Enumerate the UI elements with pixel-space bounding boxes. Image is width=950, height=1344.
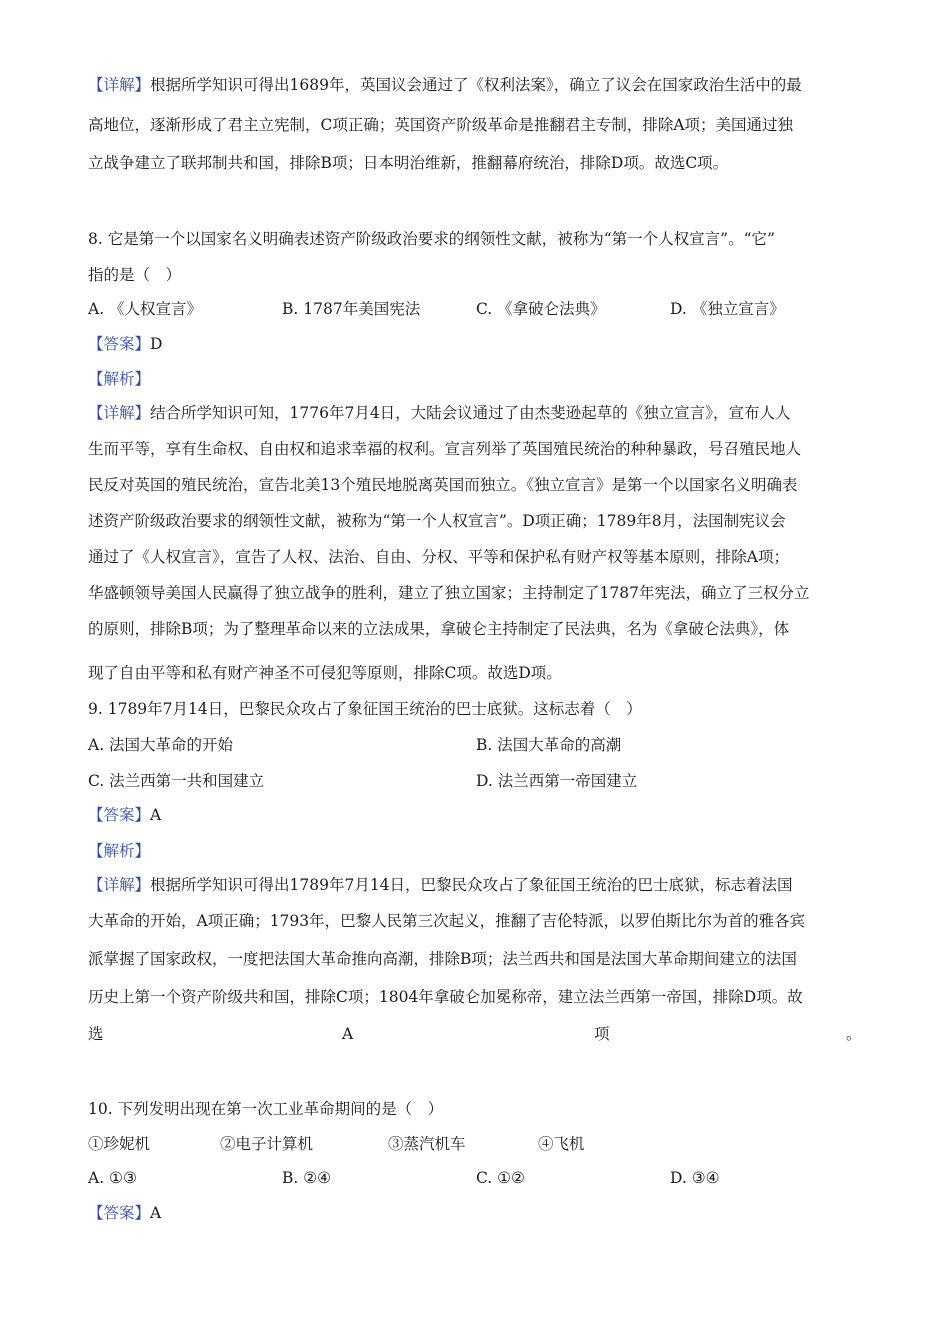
q8-detail-line: 现了自由平等和私有财产神圣不可侵犯等原则，排除C项。故选D项。 [88, 664, 562, 682]
q7-detail-line: 高地位，逐渐形成了君主立宪制，C项正确；英国资产阶级革命是推翻君主专制，排除A项；美国通过独 [88, 116, 794, 134]
q8-option-c: C. 《拿破仑法典》 [476, 300, 606, 318]
q9-detail-line: 派掌握了国家政权，一度把法国大革命推向高潮，排除B项；法兰西共和国是法国大革命期间建立的法国 [88, 950, 797, 968]
q8-option-d: D. 《独立宣言》 [670, 300, 785, 318]
q9-detail-line: 【详解】根据所学知识可得出1789年7月14日，巴黎民众攻占了象征国王统治的巴士底狱，标志着法国 [88, 876, 793, 894]
q8-analysis-tag: 【解析】 [88, 370, 151, 388]
q10-answer: 【答案】A [88, 1204, 162, 1222]
q9-analysis-tag: 【解析】 [88, 842, 151, 860]
q10-option-c: C. ①② [476, 1169, 525, 1187]
q10-option-a: A. ①③ [88, 1169, 137, 1187]
q10-stem: 10. 下列发明出现在第一次工业革命期间的是（ ） [88, 1100, 444, 1118]
q8-option-b: B. 1787年美国宪法 [282, 300, 421, 318]
q8-detail-line: 民反对英国的殖民统治，宣告北美13个殖民地脱离英国而独立。《独立宣言》是第一个以国家名义明确表 [88, 476, 798, 494]
q9-option-c: C. 法兰西第一共和国建立 [88, 772, 265, 790]
q9-last-line-part: 。 [846, 1025, 862, 1043]
q8-detail-line: 述资产阶级政治要求的纲领性文献，被称为“第一个人权宣言”。D项正确；1789年8月，法国制宪议会 [88, 512, 786, 530]
q10-item: ④飞机 [538, 1135, 585, 1153]
answer-tag: 【答案】 [88, 806, 151, 824]
q7-detail-line: 立战争建立了联邦制共和国，排除B项；日本明治维新，推翻幕府统治，排除D项。故选C项。 [88, 154, 729, 172]
q8-stem: 指的是（ ） [88, 266, 182, 284]
q9-option-b: B. 法国大革命的高潮 [476, 736, 622, 754]
answer-tag: 【答案】 [88, 1204, 151, 1222]
q9-stem: 9. 1789年7月14日，巴黎民众攻占了象征国王统治的巴士底狱。这标志着（ ） [88, 700, 642, 718]
q10-item: ③蒸汽机车 [388, 1135, 466, 1153]
q8-detail-line: 的原则，排除B项；为了整理革命以来的立法成果，拿破仑主持制定了民法典，名为《拿破仑法典》，体 [88, 620, 790, 638]
q7-detail-line: 【详解】根据所学知识可得出1689年，英国议会通过了《权利法案》，确立了议会在国家政治生活中的最 [88, 76, 802, 94]
q10-item: ①珍妮机 [88, 1135, 151, 1153]
q9-option-a: A. 法国大革命的开始 [88, 736, 234, 754]
q8-detail-line: 【详解】结合所学知识可知，1776年7月4日，大陆会议通过了由杰斐逊起草的《独立宣言》，宣布人人 [88, 404, 791, 422]
q9-last-line-part: A [342, 1025, 354, 1043]
q9-answer: 【答案】A [88, 806, 162, 824]
q10-item: ②电子计算机 [220, 1135, 314, 1153]
q10-option-b: B. ②④ [282, 1169, 332, 1187]
q8-detail-line: 华盛顿领导美国人民赢得了独立战争的胜利，建立了独立国家；主持制定了1787年宪法，确立了三权分立 [88, 584, 810, 602]
q9-detail-line: 历史上第一个资产阶级共和国，排除C项；1804年拿破仑加冕称帝，建立法兰西第一帝国，排除D项。故 [88, 988, 803, 1006]
q9-last-line-part: 选 [88, 1025, 104, 1043]
q8-detail-line: 通过了《人权宣言》，宣告了人权、法治、自由、分权、平等和保护私有财产权等基本原则，排除A项； [88, 548, 789, 566]
detail-tag: 【详解】 [88, 876, 151, 894]
q10-option-d: D. ③④ [670, 1169, 720, 1187]
q9-detail-line: 大革命的开始，A项正确；1793年，巴黎人民第三次起义，推翻了吉伦特派，以罗伯斯比尔为首的雅各宾 [88, 912, 806, 930]
detail-tag: 【详解】 [88, 76, 151, 94]
q8-answer: 【答案】D [88, 335, 163, 353]
detail-tag: 【详解】 [88, 404, 151, 422]
q8-option-a: A. 《人权宣言》 [88, 300, 203, 318]
q8-detail-line: 生而平等，享有生命权、自由权和追求幸福的权利。宣言列举了英国殖民统治的种种暴政，号召殖民地人 [88, 440, 802, 458]
q9-option-d: D. 法兰西第一帝国建立 [476, 772, 638, 790]
q8-stem: 8. 它是第一个以国家名义明确表述资产阶级政治要求的纲领性文献，被称为“第一个人权宣言”。“它” [88, 230, 775, 248]
answer-tag: 【答案】 [88, 335, 151, 353]
q9-last-line-part: 项 [594, 1025, 610, 1043]
